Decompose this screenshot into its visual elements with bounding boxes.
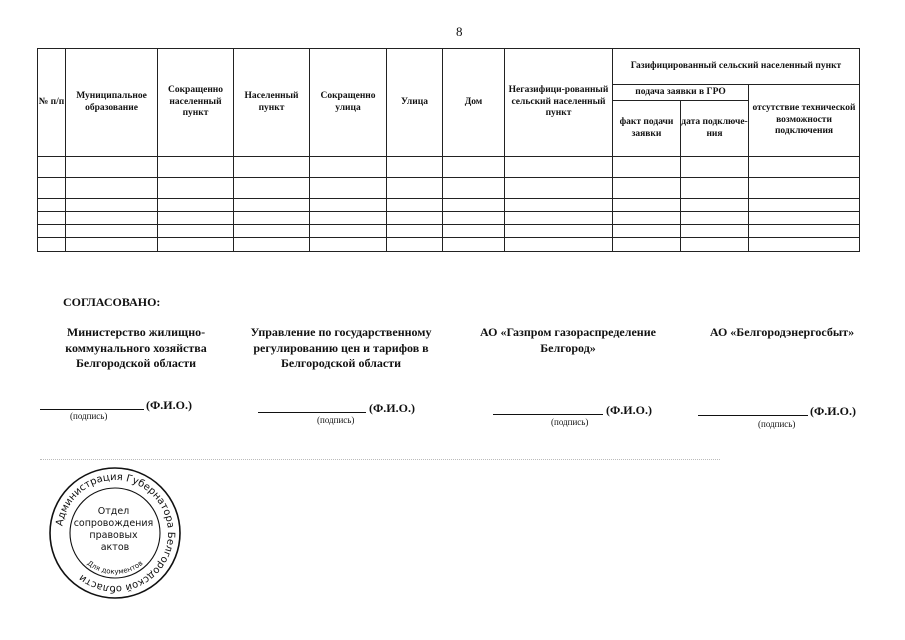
fio-label: (Ф.И.О.) (606, 403, 652, 417)
fio-label: (Ф.И.О.) (369, 401, 415, 415)
header-house: Дом (443, 49, 505, 157)
signature-caption: (подпись) (70, 411, 108, 421)
stamp-inner-line: актов (100, 542, 130, 553)
header-settlement-short: Сокращенно населенный пункт (158, 49, 234, 157)
signature-line (40, 409, 144, 410)
table-row (38, 178, 860, 199)
signature-line (258, 412, 366, 413)
signature-line (698, 415, 808, 416)
header-gro-request: подача заявки в ГРО (613, 85, 749, 101)
header-request-fact: факт подачи заявки (613, 101, 681, 157)
header-settlement: Населенный пункт (234, 49, 310, 157)
official-stamp (47, 465, 183, 601)
org-gazprom: АО «Газпром газораспределение Белгород» (480, 325, 656, 355)
header-num: № п/п (38, 49, 66, 157)
signature-caption: (подпись) (758, 419, 796, 429)
table-row (38, 157, 860, 178)
table-row (38, 212, 860, 225)
stamp-ring-text: Администрация Губернатора Белгородской области (54, 471, 177, 595)
scan-divider (40, 459, 720, 460)
stamp-bottom-text: Для документов (85, 559, 145, 576)
header-gasified: Газифицированный сельский населенный пункт (613, 49, 860, 85)
agreed-label: СОГЛАСОВАНО: (63, 295, 161, 309)
page-number: 8 (456, 24, 463, 39)
stamp-inner-line: сопровождения (73, 518, 154, 529)
org-tariff-office: Управление по государственному регулированию цен и тарифов в Белгородской области (250, 325, 432, 371)
header-connection-date: дата подключе-ния (681, 101, 749, 157)
stamp-inner-line: Отдел (97, 506, 130, 517)
stamp-inner-line: правовых (89, 530, 138, 541)
header-street: Улица (387, 49, 443, 157)
fio-label: (Ф.И.О.) (146, 398, 192, 412)
table-row (38, 225, 860, 238)
org-energosbyt: АО «Белгородэнергосбыт» (709, 325, 855, 339)
table-row (38, 238, 860, 252)
org-ministry: Министерство жилищно-коммунального хозяйства Белгородской области (65, 325, 207, 371)
signature-line (493, 414, 603, 415)
header-municipality: Муниципальное образование (66, 49, 158, 157)
header-no-capability: отсутствие технической возможности подключения (749, 85, 860, 157)
header-street-short: Сокращенно улица (310, 49, 387, 157)
header-non-gasified: Негазифици-рованный сельский населенный пункт (505, 49, 613, 157)
signature-caption: (подпись) (551, 417, 589, 427)
svg-text:Отдел сопровождения пр (74, 506, 157, 553)
signature-caption: (подпись) (317, 415, 355, 425)
fio-label: (Ф.И.О.) (810, 404, 856, 418)
table-row (38, 199, 860, 212)
data-table (37, 48, 860, 252)
